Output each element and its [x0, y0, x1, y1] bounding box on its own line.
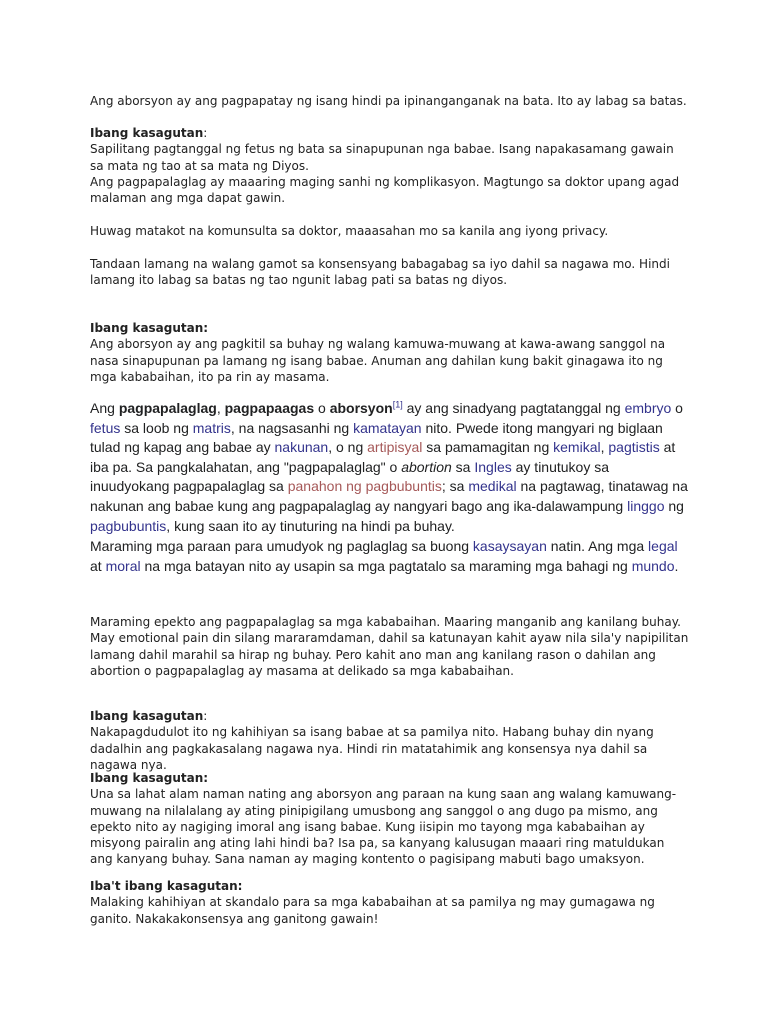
answer-line: Sapilitang pagtanggal ng fetus ng bata sa sinapupunan nga babae. Isang napakasamang gawain sa mata ng tao at sa mata ng Diyos. — [90, 142, 674, 173]
answer-text: Nakapagdudulot ito ng kahihiyan sa isang babae at sa pamilya nito. Habang buhay din nyang dadalhin ang pagkakasalang nagawa nya. Hindi rin matatahimik ang konsensya nya dahil sa nagawa nya. — [90, 725, 654, 772]
link-embryo[interactable]: embryo — [624, 400, 672, 416]
answer-block-3 — [90, 708, 690, 773]
link-pagtistis[interactable]: pagtistis — [608, 439, 660, 456]
intro-paragraph: Ang aborsyon ay ang pagpapatay ng isang hindi pa ipinanganganak na bata. Ito ay labag sa batas. — [90, 94, 687, 108]
answer-text: Malaking kahihiyan at skandalo para sa mga kababaihan at sa pamilya ng may gumagawa ng ganito. Nakakakonsensya ang ganitong gawain! — [90, 895, 655, 926]
effects-paragraph: Maraming epekto ang pagpapalaglag sa mga kababaihan. Maaring manganib ang kanilang buhay. May emotional pain din silang mararamdaman, dahil sa katunayan kahit ayaw nila sila'y napipilitan lamang dahil marahil sa hirap ng buhay. Pero kahit ano man ang kanilang rason o dahilan ang abortion o pagpapalaglag ay masama at delikado sa mga kababaihan. — [90, 615, 689, 678]
link-kamatayan[interactable]: kamatayan — [353, 419, 422, 436]
answer-heading: Ibang kasagutan: — [90, 126, 208, 140]
link-panahon-ng-pagbubuntis[interactable]: panahon ng pagbubuntis — [287, 478, 442, 495]
answer-block-5 — [90, 878, 690, 927]
privacy-paragraph: Huwag matakot na komunsulta sa doktor, maaasahan mo sa kanila ang iyong privacy. — [90, 224, 609, 238]
answer-heading: Ibang kasagutan: — [90, 771, 209, 785]
link-linggo[interactable]: linggo — [627, 497, 665, 514]
link-moral[interactable]: moral — [105, 557, 141, 574]
answer-text: Una sa lahat alam naman nating ang aborsyon ang paraan na kung saan ang walang kamuwang-muwang na nilalalang ay ating pinipigilang umusbong ang sanggol o ang dugo pa mismo, ang epekto nito ay nagiging imoral ang isang babae. Kung iisipin mo tayong mga kababaihan ay misyong pairalin ang ating lahi hindi ba? Isa pa, sa kanyang kalusugan maaari ring matuldukan ang kanyang buhay. Sana naman ay maging kontento o pagisipang mabuti bago umaksyon. — [90, 787, 677, 867]
reference-link[interactable]: [1] — [392, 399, 403, 410]
link-mundo[interactable]: mundo — [631, 557, 675, 574]
answer-line: Ang pagpapalaglag ay maaaring maging sanhi ng komplikasyon. Magtungo sa doktor upang agad malaman ang mga dapat gawin. — [90, 174, 680, 206]
conscience-paragraph: Tandaan lamang na walang gamot sa konsensyang babagabag sa iyo dahil sa nagawa mo. Hindi lamang ito labag sa batas ng tao ngunit labag pati sa batas ng diyos. — [90, 257, 670, 288]
wiki-paragraph-2: Maraming mga paraan para umudyok ng paglaglag sa buong kasaysayan natin. Ang mga legal at moral na mga batayan nito ay usapin sa mga pagtatalo sa maraming mga bahagi ng mundo. — [90, 538, 679, 574]
link-kemikal[interactable]: kemikal — [553, 439, 601, 456]
link-nakunan[interactable]: nakunan — [274, 439, 329, 456]
link-kasaysayan[interactable]: kasaysayan — [472, 538, 547, 554]
answer-heading: Ibang kasagutan: — [90, 709, 208, 723]
answer-block-4 — [90, 770, 690, 868]
link-legal[interactable]: legal — [648, 538, 678, 554]
link-artipisyal[interactable]: artipisyal — [367, 439, 423, 456]
answer-block-2 — [90, 320, 690, 385]
link-fetus[interactable]: fetus — [90, 419, 121, 436]
answer-heading: Iba't ibang kasagutan: — [90, 879, 243, 893]
link-medikal[interactable]: medikal — [468, 478, 517, 495]
link-pagbubuntis[interactable]: pagbubuntis — [90, 517, 167, 534]
answer-block-1 — [90, 125, 690, 206]
answer-text: Ang aborsyon ay ang pagkitil sa buhay ng walang kamuwa-muwang at kawa-awang sanggol na nasa sinapupunan pa lamang ng isang babae. Anuman ang dahilan kung bakit ginagawa ito ng mga kababaihan, ito pa rin ay masama. — [90, 337, 666, 384]
link-matris[interactable]: matris — [192, 419, 231, 436]
link-ingles[interactable]: Ingles — [474, 458, 512, 475]
wiki-paragraph-1: Ang pagpapalaglag, pagpapaagas o aborsyon[1] ay ang sinadyang pagtatanggal ng embryo o fetus sa loob ng matris, na nagsasanhi ng kamatayan nito. Pwede itong mangyari ng biglaan tulad ng kapag ang babae ay nakunan, o ng artipisyal sa pamamagitan ng kemikal, pagtistis at iba pa. Sa pangkalahatan, ang "pagpapalaglag" o abortion sa Ingles ay tinutukoy sa inuudyokang pagpapalaglag sa panahon ng pagbubuntis; sa medikal na pagtawag, tinatawag na nakunan ang babae kung ang pagpapalaglag ay nangyari bago ang ika-dalawampung linggo ng pagbubuntis, kung saan ito ay tinuturing na hindi pa buhay. — [90, 399, 688, 534]
answer-heading: Ibang kasagutan: — [90, 321, 209, 335]
